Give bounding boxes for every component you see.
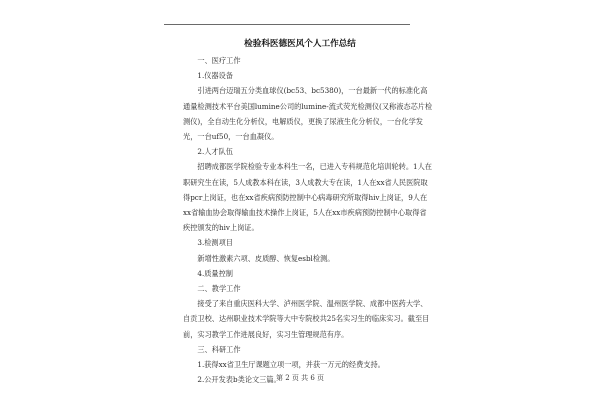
header-rule bbox=[164, 24, 410, 25]
paragraph: 一、医疗工作 bbox=[197, 56, 241, 65]
paragraph: 2.公开发表b类论文三篇。 bbox=[197, 375, 281, 385]
paragraph: 1.获得xx省卫生厅课题立项一项，并获一万元的经费支持。 bbox=[197, 360, 385, 370]
document-body bbox=[183, 53, 433, 387]
paragraph: 三、科研工作 bbox=[197, 344, 241, 354]
document-title: 检验科医德医风个人工作总结 bbox=[244, 39, 356, 49]
paragraph: 二、教学工作 bbox=[197, 284, 241, 294]
paragraph: 新增性激素六项、皮质醇、恢复esbl检测。 bbox=[197, 253, 335, 263]
page-number-footer: 第 2 页 共 6 页 bbox=[275, 374, 325, 382]
paragraph: 3.检测项目 bbox=[197, 238, 233, 248]
paragraph: 招聘成都医学院检验专业本科生一名，已进入专科规范化培训轮转。1人在职研究生在读，5人成教本科在读，3人成教大专在读，1人在xx省人民医院取得pcr上岗证，也在xx省疾病预防控制中心病毒研究所取得hiv上岗证，9人在xx省输血协会取得输血技术操作上岗证，5人在xx市疾病预防控制中心取得省疾控颁发的hiv上岗证。 bbox=[183, 162, 432, 233]
paragraph: 2.人才队伍 bbox=[197, 147, 233, 157]
paragraph: 1.仪器设备 bbox=[197, 71, 233, 81]
paragraph: 接受了来自重庆医科大学、泸州医学院、温州医学院、成都中医药大学、自贡卫校、达州职业技术学院等大中专院校共25名实习生的临床实习。截至目前，实习教学工作进展良好，实习生管理规范有序。 bbox=[183, 299, 430, 339]
paragraph: 引进两台迈瑞五分类血球仪(bc53、bc5380)，一台最新一代的标准化高通量检测技术平台美国lumine公司的lumine-流式荧光检测仪(又称液态芯片检测仪)，全自动生化分析仪，电解质仪，更换了尿液生化分析仪，一台化学发光，一台uf50，一台血凝仪。 bbox=[183, 86, 433, 142]
paragraph: 4.质量控制 bbox=[197, 268, 233, 278]
